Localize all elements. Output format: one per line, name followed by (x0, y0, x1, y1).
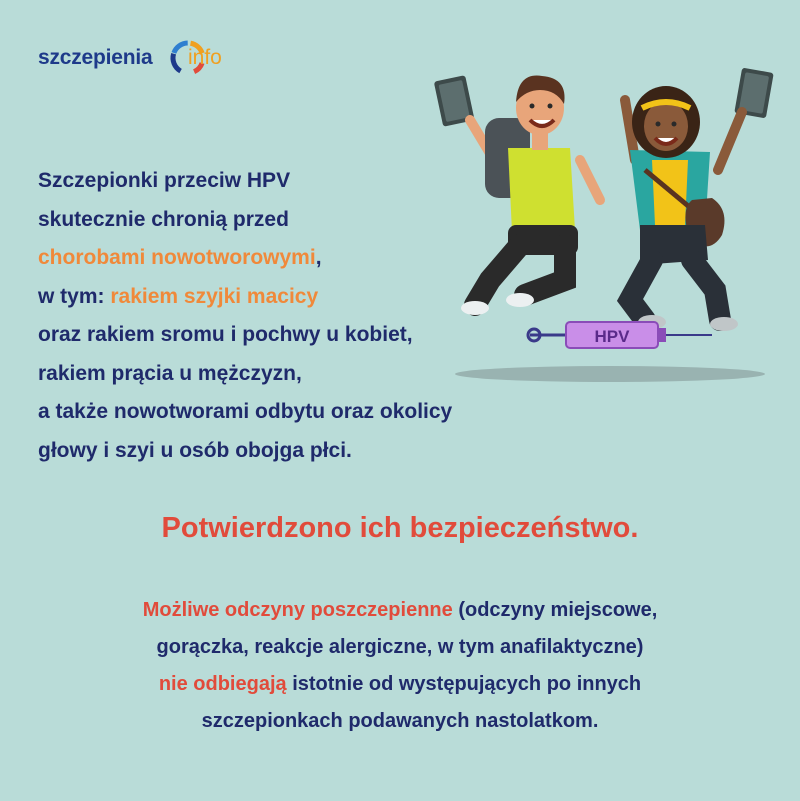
intro-line-3-rest: , (315, 246, 322, 269)
bottom-line-1-highlight: Możliwe odczyny poszczepienne (142, 599, 453, 621)
intro-line-4-highlight: rakiem szyjki macicy (110, 284, 319, 308)
intro-paragraph (38, 162, 598, 470)
intro-line-7: a także nowotworami odbytu oraz okolicy (38, 400, 453, 423)
intro-line-1: Szczepionki przeciw HPV (38, 169, 291, 192)
bottom-line-4: szczepionkach podawanych nastolatkom. (201, 710, 599, 732)
logo-wordmark: szczepienia (38, 46, 153, 69)
girl-figure (625, 68, 774, 331)
logo-info-text: info (188, 46, 222, 69)
bottom-line-1 (0, 592, 800, 629)
intro-line-8: głowy i szyi u osób obojga płci. (38, 438, 352, 462)
logo (38, 36, 248, 82)
bottom-line-3 (0, 666, 800, 703)
intro-line-3 (38, 239, 598, 278)
intro-line-4 (38, 278, 598, 317)
intro-line-2: skutecznie chronią przed (38, 207, 289, 231)
bottom-line-3-rest: istotnie od występujących po innych (286, 673, 642, 695)
intro-line-3-highlight: chorobami nowotworowymi (38, 246, 316, 269)
intro-line-5: oraz rakiem sromu i pochwy u kobiet, (38, 323, 413, 346)
side-effects-paragraph (0, 592, 800, 740)
intro-line-6: rakiem prącia u mężczyzn, (38, 361, 302, 385)
bottom-line-1-rest: (odczyny miejscowe, (452, 599, 658, 621)
bottom-line-2: gorączka, reakcje alergiczne, w tym anafilaktyczne) (156, 636, 644, 658)
syringe-label: HPV (594, 327, 630, 346)
bottom-line-3-highlight: nie odbiegają (158, 673, 287, 695)
intro-line-4-prefix: w tym: (38, 284, 111, 308)
safety-headline: Potwierdzono ich bezpieczeństwo. (161, 512, 639, 544)
